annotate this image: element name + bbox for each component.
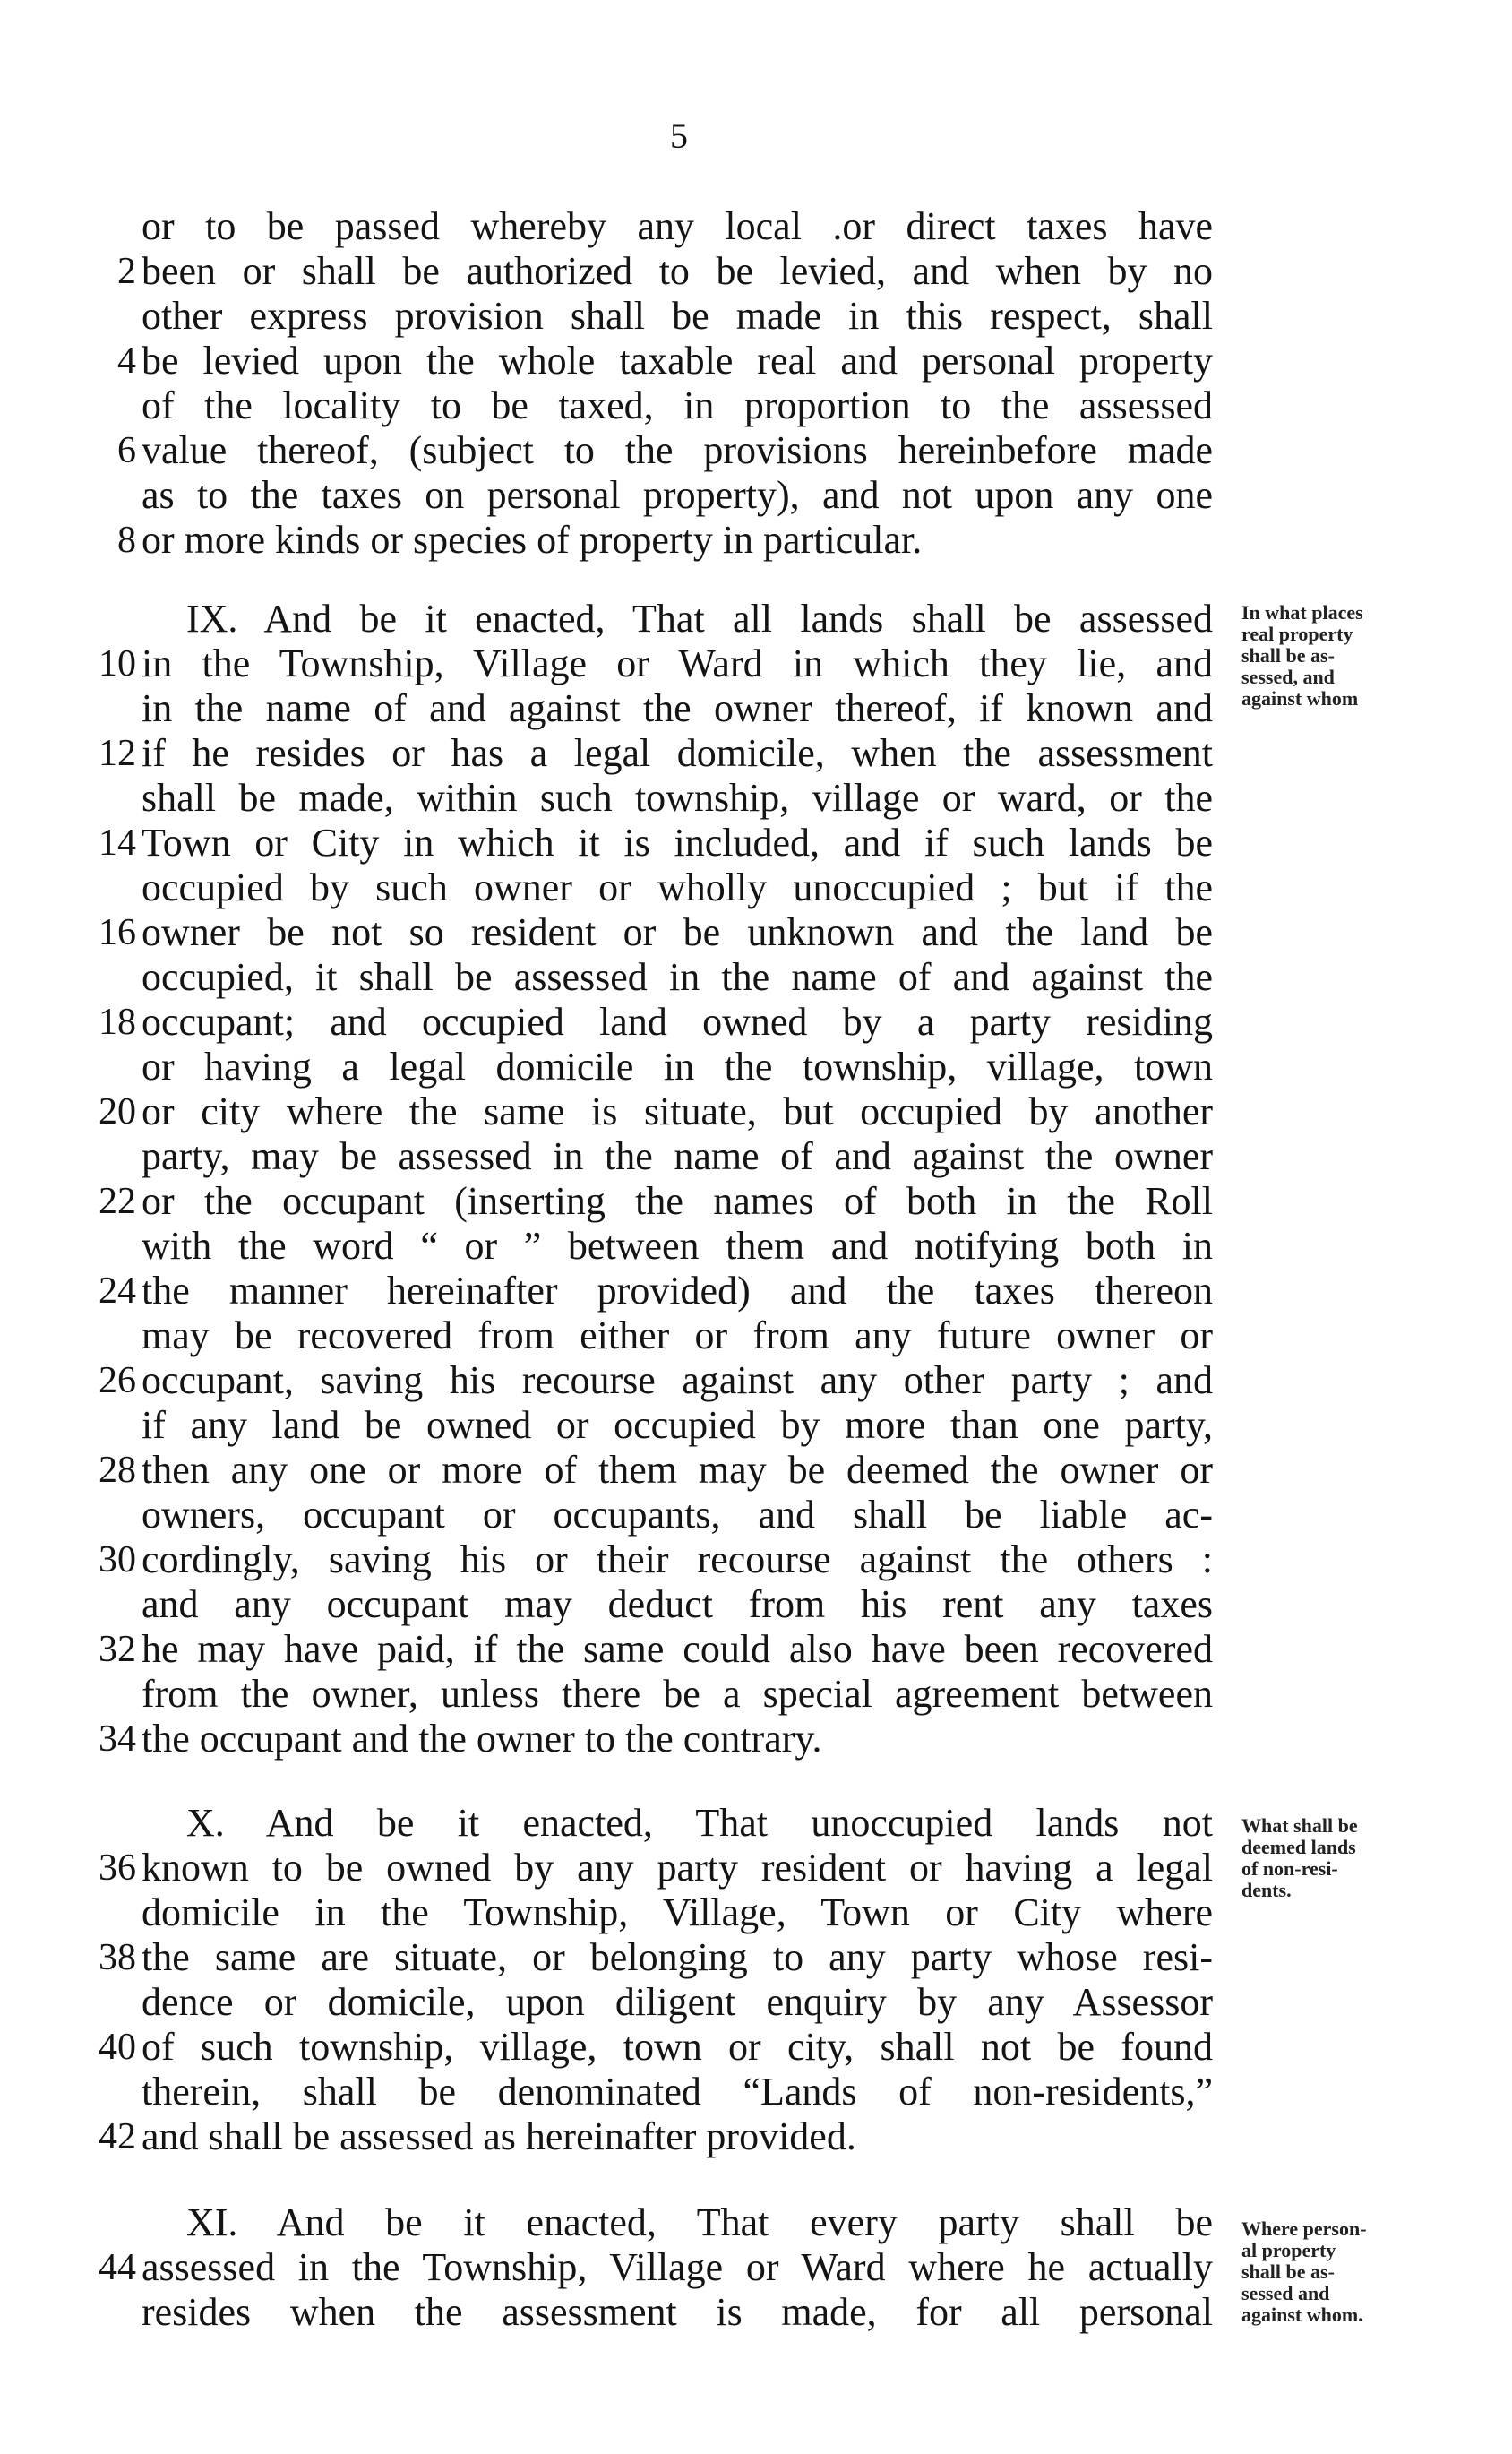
text-line: dence or domicile, upon diligent enquiry by any Assessor xyxy=(142,1980,1213,2024)
margin-note-line: al property xyxy=(1241,2239,1336,2261)
line-number xyxy=(90,2070,136,2114)
text-line: the manner hereinafter provided) and the taxes thereon xyxy=(142,1269,1213,1313)
text-line: in the Township, Village or Ward in which they lie, and xyxy=(142,641,1213,685)
line-number: 26 xyxy=(99,1360,136,1401)
line-number: 38 xyxy=(99,1937,136,1978)
text-line: and shall be assessed as hereinafter provided. xyxy=(142,2114,856,2158)
margin-note-line: sessed, and xyxy=(1241,666,1335,688)
text-line: or to be passed whereby any local .or direct taxes have xyxy=(142,204,1213,248)
line-number xyxy=(90,1801,136,1846)
line-number: 42 xyxy=(99,2116,136,2157)
text-line: cordingly, saving his or their recourse against the others : xyxy=(142,1537,1213,1581)
text-line: or more kinds or species of property in particular. xyxy=(142,518,923,562)
text-line: domicile in the Township, Village, Town or City where xyxy=(142,1890,1213,1934)
line-number: 18 xyxy=(99,1002,136,1043)
text-line: party, may be assessed in the name of and against the owner xyxy=(142,1134,1213,1178)
line-number: 30 xyxy=(99,1539,136,1580)
line-number xyxy=(90,955,136,1000)
margin-note-line: deemed lands xyxy=(1241,1836,1356,1858)
margin-note-line: What shall be xyxy=(1241,1814,1358,1837)
text-line: resides when the assessment is made, for all personal xyxy=(142,2290,1213,2334)
line-number xyxy=(90,383,136,428)
text-line: with the word “ or ” between them and notifying both in xyxy=(142,1224,1213,1268)
text-line: if he resides or has a legal domicile, when the assessment xyxy=(142,731,1213,775)
line-number xyxy=(90,1672,136,1717)
page-number: 5 xyxy=(670,116,688,156)
line-number: 8 xyxy=(117,520,136,561)
line-number: 22 xyxy=(99,1181,136,1222)
margin-note-line: against whom xyxy=(1241,687,1359,710)
line-number xyxy=(90,2290,136,2335)
text-line: occupant, saving his recourse against any other party ; and xyxy=(142,1358,1213,1402)
line-number: 40 xyxy=(99,2027,136,2068)
margin-note-line: of non-resi- xyxy=(1241,1857,1338,1880)
text-line: the occupant and the owner to the contrary. xyxy=(142,1717,822,1761)
line-number xyxy=(90,1980,136,2025)
margin-note-line: shall be as- xyxy=(1241,2260,1335,2283)
section-heading-line: XI. And be it enacted, That every party shall be xyxy=(186,2200,1213,2244)
text-line: assessed in the Township, Village or Ward where he actually xyxy=(142,2245,1213,2289)
margin-note-line: Where person- xyxy=(1241,2217,1367,2240)
text-line: occupied, it shall be assessed in the name of and against the xyxy=(142,955,1213,999)
text-line: owners, occupant or occupants, and shall be liable ac- xyxy=(142,1493,1213,1537)
text-line: then any one or more of them may be deemed the owner or xyxy=(142,1448,1213,1492)
line-number xyxy=(90,597,136,641)
text-line: Town or City in which it is included, and if such lands be xyxy=(142,821,1213,865)
text-line: shall be made, within such township, village or ward, or the xyxy=(142,776,1213,820)
line-number: 6 xyxy=(117,430,136,471)
line-number xyxy=(90,776,136,821)
text-line: if any land be owned or occupied by more than one party, xyxy=(142,1403,1213,1447)
line-number xyxy=(90,1045,136,1089)
line-number xyxy=(90,1313,136,1358)
line-number: 32 xyxy=(99,1629,136,1670)
line-number: 36 xyxy=(99,1847,136,1889)
line-number: 44 xyxy=(99,2247,136,2288)
line-number: 16 xyxy=(99,912,136,953)
section-heading-line: IX. And be it enacted, That all lands shall be assessed xyxy=(186,597,1213,641)
text-line: he may have paid, if the same could also have been recovered xyxy=(142,1627,1213,1671)
line-number: 28 xyxy=(99,1450,136,1491)
text-line: value thereof, (subject to the provisions hereinbefore made xyxy=(142,428,1213,472)
line-number xyxy=(90,1224,136,1269)
line-number xyxy=(90,686,136,731)
margin-note-line: shall be as- xyxy=(1241,644,1335,667)
text-line: occupant; and occupied land owned by a party residing xyxy=(142,1000,1213,1044)
line-number: 20 xyxy=(99,1091,136,1132)
section-heading-line: X. And be it enacted, That unoccupied lands not xyxy=(186,1801,1213,1845)
line-number xyxy=(90,1403,136,1448)
line-number xyxy=(90,1493,136,1537)
margin-note-line: real property xyxy=(1241,623,1353,645)
margin-note-line: against whom. xyxy=(1241,2303,1363,2326)
text-line: in the name of and against the owner thereof, if known and xyxy=(142,686,1213,730)
line-number: 14 xyxy=(99,822,136,864)
line-number: 10 xyxy=(99,643,136,685)
text-line: known to be owned by any party resident or having a legal xyxy=(142,1846,1213,1890)
text-line: as to the taxes on personal property), and not upon any one xyxy=(142,473,1213,517)
text-line: or the occupant (inserting the names of both in the Roll xyxy=(142,1179,1213,1223)
text-line: the same are situate, or belonging to any party whose resi- xyxy=(142,1935,1213,1979)
text-line: occupied by such owner or wholly unoccupied ; but if the xyxy=(142,865,1213,909)
text-line: or having a legal domicile in the township, village, town xyxy=(142,1045,1213,1089)
line-number xyxy=(90,1890,136,1935)
margin-note-line: dents. xyxy=(1241,1879,1292,1901)
line-number xyxy=(90,1582,136,1627)
text-line: and any occupant may deduct from his rent any taxes xyxy=(142,1582,1213,1626)
line-number xyxy=(90,1134,136,1179)
line-number: 2 xyxy=(117,251,136,292)
text-line: be levied upon the whole taxable real and personal property xyxy=(142,339,1213,383)
line-number: 12 xyxy=(99,733,136,774)
text-line: of the locality to be taxed, in proportion to the assessed xyxy=(142,383,1213,427)
text-line: other express provision shall be made in this respect, shall xyxy=(142,294,1213,338)
margin-note-line: In what places xyxy=(1241,601,1363,624)
line-number: 4 xyxy=(117,340,136,382)
line-number xyxy=(90,204,136,249)
text-line: been or shall be authorized to be levied, and when by no xyxy=(142,249,1213,293)
margin-note-personal-property xyxy=(1241,2218,1430,2326)
text-line: owner be not so resident or be unknown and the land be xyxy=(142,910,1213,954)
margin-note-non-residents xyxy=(1241,1815,1430,1901)
line-number: 34 xyxy=(99,1718,136,1760)
line-number: 24 xyxy=(99,1270,136,1312)
margin-note-line: sessed and xyxy=(1241,2282,1330,2304)
text-line: therein, shall be denominated “Lands of non-residents,” xyxy=(142,2070,1213,2114)
text-line: may be recovered from either or from any future owner or xyxy=(142,1313,1213,1357)
line-number xyxy=(90,865,136,910)
margin-note-real-property xyxy=(1241,602,1430,710)
text-line: of such township, village, town or city, shall not be found xyxy=(142,2025,1213,2069)
line-number xyxy=(90,2200,136,2245)
text-line: or city where the same is situate, but occupied by another xyxy=(142,1089,1213,1133)
text-line: from the owner, unless there be a special agreement between xyxy=(142,1672,1213,1716)
line-number xyxy=(90,294,136,339)
line-number xyxy=(90,473,136,518)
